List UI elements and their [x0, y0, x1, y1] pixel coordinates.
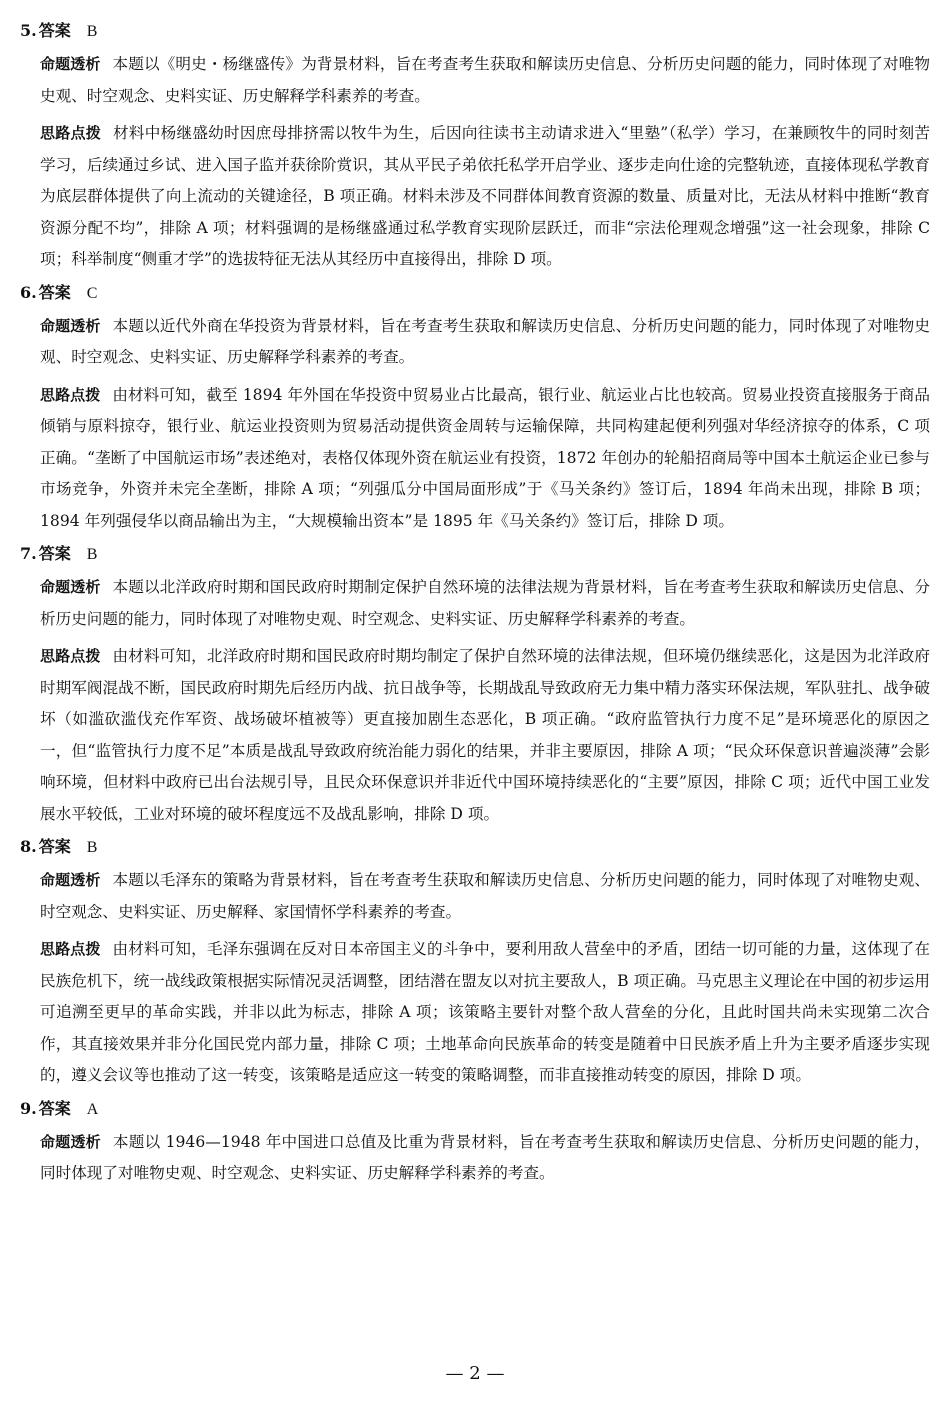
section-text: 由材料可知，北洋政府时期和国民政府时期均制定了保护自然环境的法律法规，但环境仍继续恶化，这是因为北洋政府时期军阀混战不断，国民政府时期先后经历内战、抗日战争等，长期战乱导致政府无力集中精力落实环保法规，军队驻扎、战争破坏（如滥砍滥伐充作军资、战场破坏植被等）更直接加剧生态恶化，B 项正确。“政府监管执行力度不足”是环境恶化的原因之一，但“监管执行力度不足”本质是战乱导致政府统治能力弱化的结果，并非主要原因，排除 A 项；“民众环保意识普遍淡薄”会影响环境，但材料中政府已出台法规引导，且民众环保意识并非近代中国环境持续恶化的“主要”原因，排除 C 项；近代中国工业发展水平较低，工业对环境的破坏程度远不及战乱影响，排除 D 项。 — [40, 647, 930, 823]
section-heading: 命题透析 — [40, 871, 101, 889]
question-number: 5. — [20, 21, 37, 40]
section-text: 本题以近代外商在华投资为背景材料，旨在考查考生获取和解读历史信息、分析历史问题的能力，同时体现了对唯物史观、时空观念、史料实证、历史解释学科素养的考查。 — [40, 316, 930, 366]
answer-line — [20, 1098, 930, 1121]
section-text: 由材料可知，毛泽东强调在反对日本帝国主义的斗争中，要利用敌人营垒中的矛盾，团结一切可能的力量，这体现了在民族危机下，统一战线政策根据实际情况灵活调整，团结潜在盟友以对抗主要敌人，B 项正确。马克思主义理论在中国的初步运用可追溯至更早的革命实践，并非以此为标志，排除 A 项；该策略主要针对整个敌人营垒的分化，且此时国共尚未实现第二次合作，其直接效果并非分化国民党内部力量，排除 C 项；土地革命向民族革命的转变是随着中日民族矛盾上升为主要矛盾逐步实现的，遵义会议等也推动了这一转变，该策略是适应这一转变的策略调整，而非直接推动转变的原因，排除 D 项。 — [40, 940, 930, 1084]
reasoning-section — [40, 380, 930, 538]
answer-label: 答案 — [38, 544, 71, 563]
question-5 — [20, 20, 930, 276]
reasoning-section — [40, 118, 930, 276]
analysis-section — [40, 865, 930, 928]
page-number: — 2 — — [445, 1363, 505, 1384]
analysis-section — [40, 49, 930, 112]
section-heading: 思路点拨 — [40, 124, 102, 142]
section-text: 本题以毛泽东的策略为背景材料，旨在考查考生获取和解读历史信息、分析历史问题的能力，同时体现了对唯物史观、时空观念、史料实证、历史解释、家国情怀学科素养的考查。 — [40, 871, 930, 921]
question-number: 8. — [20, 837, 37, 856]
question-9 — [20, 1098, 930, 1190]
answer-label: 答案 — [38, 1098, 71, 1118]
question-number: 7. — [20, 544, 37, 563]
answer-label: 答案 — [38, 837, 71, 856]
question-number: 6. — [20, 282, 37, 302]
answer-label: 答案 — [38, 282, 71, 302]
section-text: 本题以 1946—1948 年中国进口总值及比重为背景材料，旨在考查考生获取和解读历史信息、分析历史问题的能力，同时体现了对唯物史观、时空观念、史料实证、历史解释学科素养的考查。 — [40, 1132, 930, 1182]
answer-label: 答案 — [38, 21, 71, 40]
answer-line — [20, 836, 930, 859]
answer-value: B — [86, 23, 98, 40]
question-6 — [20, 282, 930, 538]
answer-line — [20, 20, 930, 43]
analysis-section — [40, 1127, 930, 1190]
section-heading: 思路点拨 — [40, 385, 101, 404]
answer-line — [20, 282, 930, 305]
section-heading: 命题透析 — [40, 316, 101, 335]
answer-value: C — [86, 284, 98, 302]
answer-value: B — [86, 546, 98, 563]
section-heading: 思路点拨 — [40, 647, 101, 665]
reasoning-section — [40, 641, 930, 830]
analysis-section — [40, 311, 930, 374]
section-text: 本题以《明史・杨继盛传》为背景材料，旨在考查考生获取和解读历史信息、分析历史问题的能力，同时体现了对唯物史观、时空观念、史料实证、历史解释学科素养的考查。 — [40, 55, 930, 105]
question-8 — [20, 836, 930, 1092]
section-heading: 命题透析 — [40, 578, 101, 596]
question-7 — [20, 543, 930, 830]
section-heading: 命题透析 — [40, 1132, 101, 1151]
answer-value: A — [86, 1100, 99, 1118]
section-text: 材料中杨继盛幼时因庶母排挤需以牧牛为生，后因向往读书主动请求进入“里塾”（私学）学习，在兼顾牧牛的同时刻苦学习，后续通过乡试、进入国子监并获徐阶赏识，其从平民子弟依托私学开启学业、逐步走向仕途的完整轨迹，直接体现私学教育为底层群体提供了向上流动的关键途径，B 项正确。材料未涉及不同群体间教育资源的数量、质量对比，无法从材料中推断“教育资源分配不均”，排除 A 项；材料强调的是杨继盛通过私学教育实现阶层跃迁，而非“宗法伦理观念增强”这一社会现象，排除 C 项；科举制度“侧重才学”的选拔特征无法从其经历中直接得出，排除 D 项。 — [40, 124, 930, 268]
analysis-section — [40, 572, 930, 635]
section-text: 由材料可知，截至 1894 年外国在华投资中贸易业占比最高，银行业、航运业占比也较高。贸易业投资直接服务于商品倾销与原料掠夺，银行业、航运业投资则为贸易活动提供资金周转与运输保障，共同构建起便利列强对华经济掠夺的体系，C 项正确。“垄断了中国航运市场”表述绝对，表格仅体现外资在航运业有投资，1872 年创办的轮船招商局等中国本土航运企业已参与市场竞争，外资并未完全垄断，排除 A 项；“列强瓜分中国局面形成”于《马关条约》签订后，1894 年尚未出现，排除 B 项；1894 年列强侵华以商品输出为主，“大规模输出资本”是 1895 年《马关条约》签订后，排除 D 项。 — [40, 385, 930, 530]
answer-line — [20, 543, 930, 566]
answer-value: B — [86, 839, 98, 856]
section-heading: 命题透析 — [40, 55, 101, 73]
reasoning-section — [40, 934, 930, 1092]
question-number: 9. — [20, 1098, 37, 1118]
section-heading: 思路点拨 — [40, 940, 101, 958]
section-text: 本题以北洋政府时期和国民政府时期制定保护自然环境的法律法规为背景材料，旨在考查考生获取和解读历史信息、分析历史问题的能力，同时体现了对唯物史观、时空观念、史料实证、历史解释学科素养的考查。 — [40, 578, 930, 628]
